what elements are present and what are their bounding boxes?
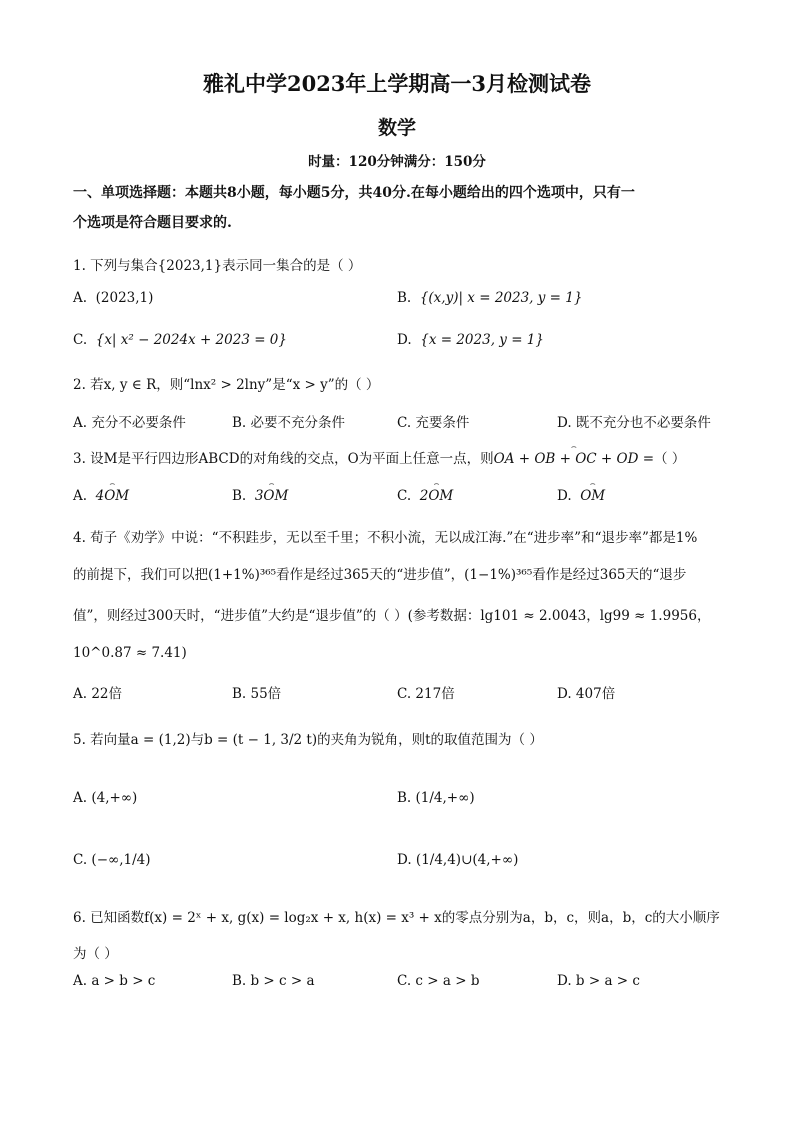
q1-a-label: A. xyxy=(73,290,88,306)
q1-option-a xyxy=(73,290,153,306)
q3-option-a xyxy=(73,488,129,504)
q6-option-b: B. b > c > a xyxy=(232,973,315,989)
exam-title: 雅礼中学2023年上学期高一3月检测试卷 xyxy=(202,71,592,96)
q3-vector-expr: ⌢ OA + OB + OC + OD = xyxy=(494,451,654,467)
q5-option-c: C. (−∞,1/4) xyxy=(73,852,151,868)
question-3 xyxy=(73,447,685,467)
q5-option-a: A. (4,+∞) xyxy=(73,790,138,806)
q2-option-a: A. 充分不必要条件 xyxy=(73,415,186,431)
question-5: 5. 若向量a = (1,2)与b = (t − 1, 3/2 t)的夹角为锐角，则t的取值范围为（ ） xyxy=(73,732,543,748)
q3-d-label: D. xyxy=(557,488,572,504)
q2-option-b: B. 必要不充分条件 xyxy=(232,415,346,431)
q6-option-c: C. c > a > b xyxy=(397,973,480,989)
q3-post: （ ） xyxy=(654,451,686,467)
question-1 xyxy=(73,254,361,274)
q1-b-label: B. xyxy=(397,290,412,306)
q4-option-d: D. 407倍 xyxy=(557,686,616,702)
q2-option-c: C. 充要条件 xyxy=(397,415,470,431)
q3-b-text: ⌢ 3OM xyxy=(255,488,288,504)
q3-d-text: ⌢ OM xyxy=(580,488,605,504)
question-4-line2: 的前提下，我们可以把(1+1%)³⁶⁵看作是经过365天的“进步值”，(1−1%)³⁶⁵看作是经过365天的“退步 xyxy=(73,567,687,583)
q5-option-b: B. (1/4,+∞) xyxy=(397,790,475,806)
q4-option-c: C. 217倍 xyxy=(397,686,455,702)
q6-option-a: A. a > b > c xyxy=(73,973,156,989)
time-info: 时量：120分钟满分：150分 xyxy=(308,154,486,170)
q3-pre: 3. 设M是平行四边形ABCD的对角线的交点，O为平面上任意一点，则 xyxy=(73,451,494,467)
q3-b-label: B. xyxy=(232,488,247,504)
q1-d-label: D. xyxy=(397,332,412,348)
q3-option-c xyxy=(397,488,453,504)
q1-option-d xyxy=(397,332,544,348)
question-2: 2. 若x, y ∈ R，则“lnx² > 2lny”是“x > y”的（ ） xyxy=(73,377,380,393)
q3-a-text: ⌢ 4OM xyxy=(96,488,129,504)
q1-post: 表示同一集合的是（ ） xyxy=(222,258,362,274)
q1-a-text: (2023,1) xyxy=(95,290,154,306)
q5-option-d: D. (1/4,4)∪(4,+∞) xyxy=(397,852,519,868)
question-4-line1: 4. 荀子《劝学》中说：“不积跬步，无以至千里；不积小流，无以成江海.”在“进步率”和“退步率”都是1% xyxy=(73,530,698,546)
q4-option-a: A. 22倍 xyxy=(73,686,123,702)
question-4-line3: 值”，则经过300天时，“进步值”大约是“退步值”的（ ）(参考数据：lg101 ≈ 2.0043，lg99 ≈ 1.9956， xyxy=(73,608,711,624)
q6-option-d: D. b > a > c xyxy=(557,973,640,989)
question-6-line2: 为（ ） xyxy=(73,946,118,962)
question-4-line4: 10^0.87 ≈ 7.41) xyxy=(73,645,187,661)
section-heading-line1: 一、单项选择题：本题共8小题，每小题5分，共40分.在每小题给出的四个选项中，只有一 xyxy=(73,185,635,201)
q1-option-c xyxy=(73,332,287,348)
q4-option-b: B. 55倍 xyxy=(232,686,282,702)
q1-b-text: {(x,y)| x = 2023, y = 1} xyxy=(419,290,583,306)
q3-c-text: ⌢ 2OM xyxy=(420,488,453,504)
q3-c-label: C. xyxy=(397,488,412,504)
question-6-line1: 6. 已知函数f(x) = 2ˣ + x, g(x) = log₂x + x, h(x) = x³ + x的零点分别为a，b，c，则a，b，c的大小顺序 xyxy=(73,910,720,926)
q3-option-d xyxy=(557,488,605,504)
q1-pre: 1. 下列与集合 xyxy=(73,258,158,274)
q3-option-b xyxy=(232,488,288,504)
q1-c-text: {x| x² − 2024x + 2023 = 0} xyxy=(95,332,287,348)
q2-option-d: D. 既不充分也不必要条件 xyxy=(557,415,711,431)
q1-set: {2023,1} xyxy=(157,258,223,274)
q1-c-label: C. xyxy=(73,332,88,348)
section-heading-line2: 个选项是符合题目要求的. xyxy=(73,215,232,231)
q1-d-text: {x = 2023, y = 1} xyxy=(420,332,544,348)
q1-option-b xyxy=(397,290,582,306)
q3-a-label: A. xyxy=(73,488,88,504)
subject-title: 数学 xyxy=(377,117,416,139)
